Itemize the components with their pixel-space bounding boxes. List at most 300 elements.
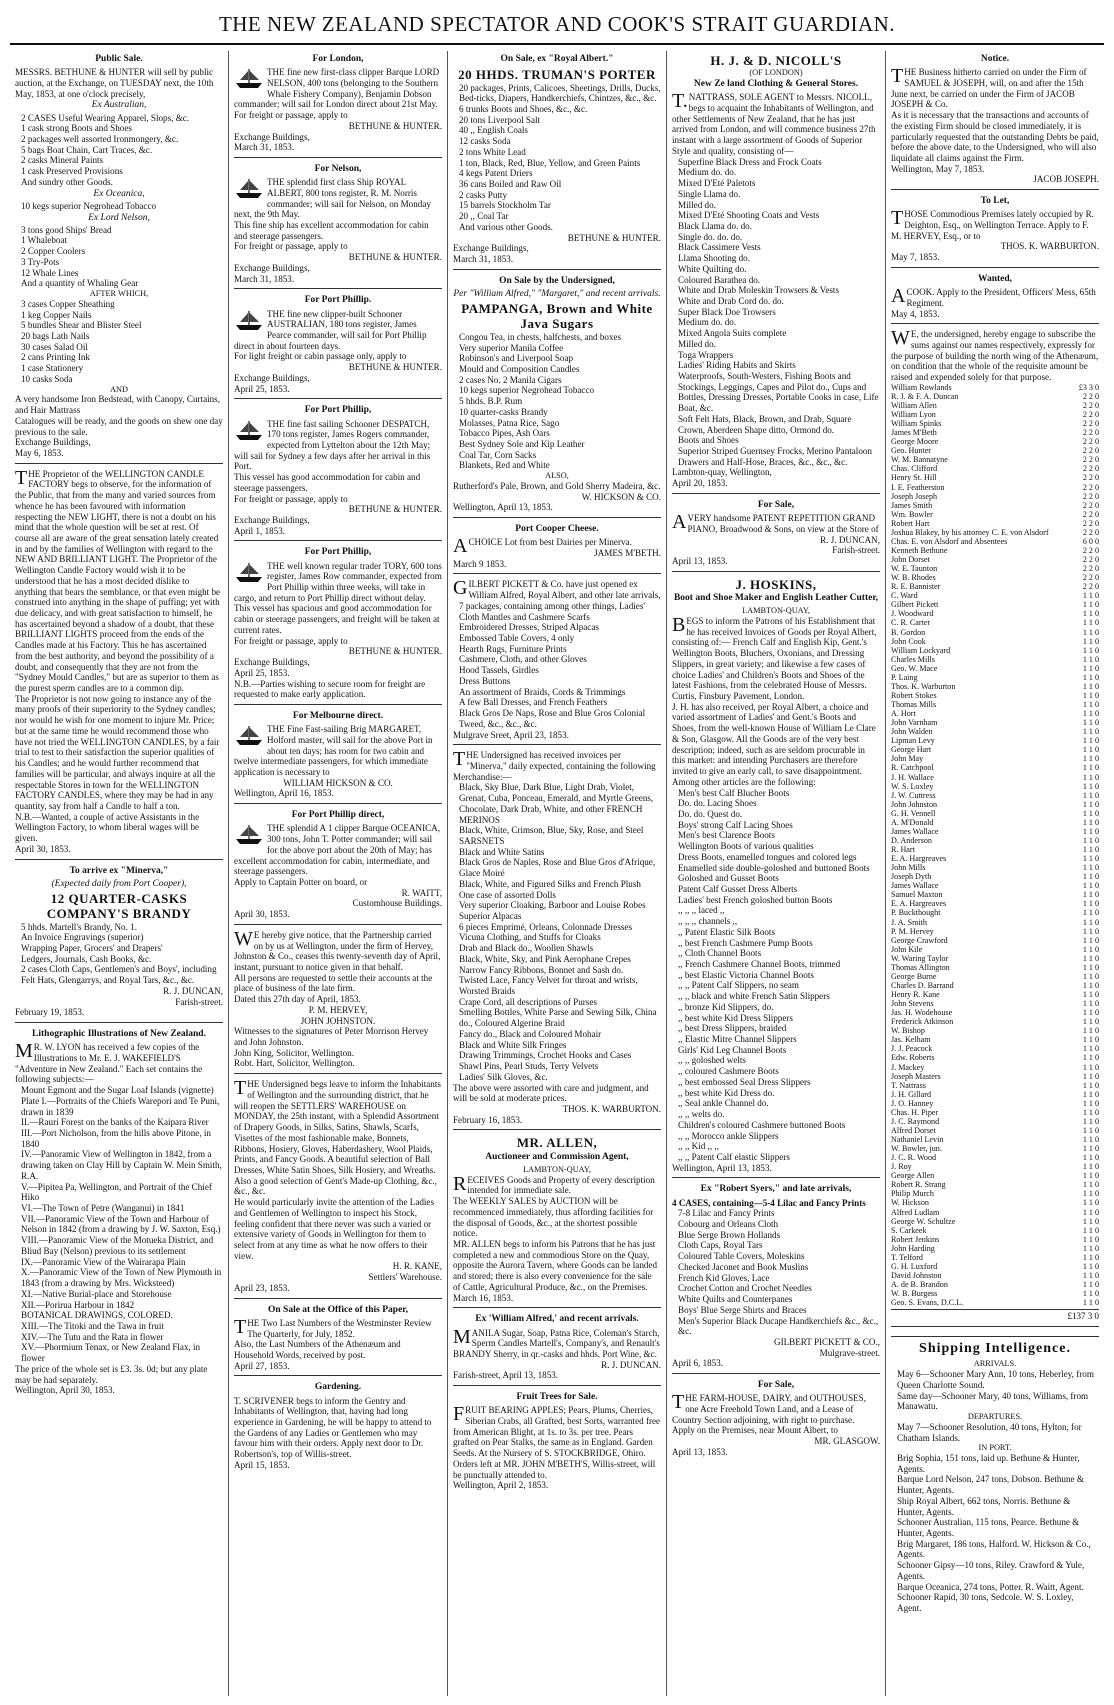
table-row	[891, 1144, 1099, 1153]
ad-piano	[672, 497, 880, 572]
subscription-amount: 1 1 0	[1082, 1035, 1099, 1045]
list-item: ,, Elastic Mitre Channel Slippers	[678, 1034, 797, 1045]
ad-big-line: MR. ALLEN,	[516, 1135, 598, 1151]
subscriber-name: J. A. Smith	[891, 917, 927, 927]
subscriber-name: W. Bishop	[891, 1026, 925, 1036]
list-item: Super Black Doe Trowsers	[678, 306, 776, 317]
ad-date: March 31, 1853.	[234, 142, 295, 153]
subscription-amount: 1 1 0	[1082, 799, 1099, 809]
ad-public-sale	[15, 51, 223, 464]
table-row	[891, 1099, 1099, 1108]
ad-text: T.NATTRASS, SOLE AGENT to Messrs. NICOLL, begs to acquaint the Inhabitants of Wellington, and other Settlements of New Zealand, that he has just arrived from London, and will commence business 27th instant with a large assortment of Goods of Superior Style and quality, consisting of—	[672, 90, 876, 156]
list-item: Barque Lord Nelson, 247 tons, Dobson. Bethune & Hunter, Agents.	[897, 1474, 1084, 1496]
subscription-amount: 2 2 0	[1082, 518, 1099, 528]
subscriber-name: J. Roy	[891, 1162, 912, 1172]
subscription-amount: 1 1 0	[1082, 636, 1099, 646]
ad-text: THE Business hitherto carried on under the Firm of SAMUEL & JOSEPH, will, on and after the 15th June next, be carried on under the Firm of JACOB JOSEPH & Co.	[891, 65, 1087, 110]
subscriber-name: John Cook	[891, 636, 926, 646]
list-item: Robinson's and Liverpool Soap	[459, 353, 574, 364]
list-item: Smelling Bottles, White Parse and Sewing Silk, China do., Coloured Algerine Braid	[459, 1007, 657, 1029]
ad-text: Also, the Last Numbers of the Athenæum and Household Words, received by post.	[234, 1339, 401, 1360]
list-item: 10 kegs superior Negrohead Tobacco	[21, 200, 157, 211]
table-row	[891, 464, 1099, 473]
subscriber-name: George Moore	[891, 437, 939, 447]
ad-heading: Gardening.	[314, 1382, 362, 1393]
list-item: Black Gros de Naples, Rose and Blue Gros d'Afrique, Glace Moiré	[459, 857, 656, 879]
list-item: 12 Whale Lines	[21, 267, 79, 278]
list-item: Coal Tar, Corn Sacks	[459, 449, 537, 460]
subscriber-name: William Allen	[891, 400, 937, 410]
subscriber-name: J. Woodward	[891, 609, 934, 619]
list-item: Crape Cord, all descriptions of Purses	[459, 996, 597, 1007]
subscription-amount: 1 1 0	[1082, 1261, 1099, 1271]
list-item: 7 packages, containing among other things, Ladies' Cloth Mantles and Cashmere Scarfs	[459, 600, 645, 622]
list-item: Men's best Calf Blucher Boots	[678, 787, 790, 798]
table-row	[891, 582, 1099, 591]
item-list	[891, 1453, 1099, 1614]
table-row	[891, 899, 1099, 908]
table-row	[891, 700, 1099, 709]
subscription-amount: 1 1 0	[1082, 980, 1099, 990]
ad-text: RECEIVES Goods and Property of every description intended for immediate sale.	[453, 1172, 655, 1196]
list-item: ,, best Elastic Victoria Channel Boots	[678, 969, 814, 980]
ad-signature: GILBERT PICKETT & CO.,	[774, 1336, 880, 1347]
list-item: Ladies' Silk Gloves, &c.	[459, 1071, 548, 1082]
item-list	[891, 1422, 1099, 1443]
ad-signature: Customhouse Buildings.	[352, 898, 442, 909]
item-list	[15, 922, 223, 986]
list-item: Black Gros De Naps, Rose and Blue Gros Colonial Tweed, &c., &c., &c.	[459, 708, 646, 729]
ad-date: Wellington, April 13, 1853.	[672, 1162, 772, 1173]
subscriber-name: J. C. R. Wood	[891, 1153, 937, 1163]
ad-text: MR. W. LYON has received a few copies of the Illustrations to Mr. E. J. WAKEFIELD'S "Adventure in New Zealand." Each set contains the following subjects:—	[15, 1040, 203, 1085]
list-item: Black, White, Sky, and Pink Aerophane Crepes	[459, 953, 631, 964]
item-list	[15, 1085, 223, 1364]
list-item: Plate I.—Portraits of the Chiefs Warepori and Te Puni, drawn in 1839	[21, 1095, 220, 1117]
subscriber-name: W. S. Loxley	[891, 781, 934, 791]
list-item: Narrow Fancy Ribbons, Bonnet and Sash do.	[459, 964, 624, 975]
ad-heading: Wanted,	[977, 273, 1013, 284]
list-item: XIII.—The Titoki and the Tawa in fruit	[21, 1320, 164, 1331]
subscriber-name: George Burne	[891, 971, 937, 981]
list-item: Do. do. Lacing Shoes	[678, 798, 757, 809]
subscriber-name: J. H. Gillard	[891, 1089, 932, 1099]
table-row	[891, 1208, 1099, 1217]
subscriber-name: G. H. Luxford	[891, 1261, 938, 1271]
subscriber-name: Jas. Kelham	[891, 1035, 931, 1045]
subscription-amount: 2 2 0	[1082, 555, 1099, 565]
table-row	[891, 1081, 1099, 1090]
subscription-amount: 1 1 0	[1082, 1080, 1099, 1090]
subscription-amount: 1 1 0	[1082, 1071, 1099, 1081]
item-list	[15, 299, 223, 385]
ad-heading: Ex "Robert Syers," and late arrivals,	[700, 1184, 852, 1195]
subscription-amount: 1 1 0	[1082, 899, 1099, 909]
table-row	[891, 1017, 1099, 1026]
ad-signature: BETHUNE & HUNTER.	[348, 646, 442, 657]
list-item: May 6—Schooner Mary Ann, 10 tons, Heberley, from Queen Charlotte Sound.	[897, 1369, 1094, 1390]
subscription-amount: 1 1 0	[1082, 1216, 1099, 1226]
list-item: 12 casks Soda	[459, 136, 511, 147]
subscription-amount: £3 3 0	[1078, 382, 1099, 392]
ad-office-sale	[234, 1302, 442, 1377]
list-item: 5 bags Boat Chain, Cart Traces, &c.	[21, 144, 153, 155]
table-row	[891, 1063, 1099, 1072]
subscriber-name: W. B. Burgess	[891, 1289, 938, 1299]
column-4	[667, 51, 886, 1696]
list-item: And various other Goods.	[459, 221, 553, 232]
table-row	[891, 990, 1099, 999]
table-row	[891, 428, 1099, 437]
list-item: ,, Cloth Channel Boots	[678, 948, 762, 959]
subscriber-name: James Wallace	[891, 881, 939, 891]
list-item: Vicuna Clothing, and Stuffs for Cloaks	[459, 932, 601, 943]
ad-lithographs	[15, 1026, 223, 1400]
list-item: Same day—Schooner Mary, 40 tons, Williams, from Manawatu.	[897, 1390, 1089, 1412]
ad-subheading: Ex Australian,	[91, 100, 147, 111]
list-item: Mixed D'Eté Shooting Coats and Vests	[678, 210, 820, 221]
table-row	[891, 1117, 1099, 1126]
list-item: Cloth Caps, Royal Tars	[678, 1240, 763, 1251]
subscription-amount: 1 1 0	[1082, 1207, 1099, 1217]
table-row	[891, 791, 1099, 800]
subscription-amount: 1 1 0	[1082, 944, 1099, 954]
list-item: Black, White, and Figured Silks and French Plush	[459, 878, 641, 889]
list-item: Checked Jaconet and Book Muslins	[678, 1261, 809, 1272]
ad-big-line: 20 HHDS. TRUMAN'S PORTER	[458, 67, 656, 83]
subscriber-name: Kenneth Bethune	[891, 545, 948, 555]
list-item: Barque Oceanica, 274 tons, Potter. R. Waitt, Agent.	[897, 1581, 1084, 1592]
list-item: ,, ,, Patent Calf elastic Slippers	[678, 1151, 790, 1162]
subscriber-name: Chas. Clifford	[891, 464, 938, 474]
subscription-amount: 2 2 0	[1082, 473, 1099, 483]
list-item: Toga Wrappers	[678, 349, 734, 360]
subscriber-name: T. Nattrass	[891, 1080, 926, 1090]
ad-text: For freight or passage, apply to	[234, 110, 348, 121]
ad-subheading: IN PORT.	[978, 1443, 1012, 1453]
subscription-amount: 1 1 0	[1082, 1044, 1099, 1054]
subscription-amount: 2 2 0	[1082, 419, 1099, 429]
subscription-amount: 1 1 0	[1082, 1243, 1099, 1253]
subscription-amount: 1 1 0	[1082, 1270, 1099, 1280]
list-item: 5 hhds. Martell's Brandy, No. 1.	[21, 921, 137, 932]
table-row	[891, 1271, 1099, 1280]
subscriber-name: Alfred Ludlam	[891, 1207, 940, 1217]
ad-heading: On Sale, ex "Royal Albert."	[500, 54, 614, 64]
ad-date: April 20, 1853.	[672, 478, 728, 489]
list-item: Crochet Cotton and Crochet Needles	[678, 1283, 812, 1294]
subscription-amount: 1 1 0	[1082, 1144, 1099, 1154]
subscriber-name: Robert R. Strang	[891, 1180, 946, 1190]
subscriber-name: Philip Murch	[891, 1189, 934, 1199]
table-row	[891, 637, 1099, 646]
item-list	[15, 225, 223, 289]
table-row	[891, 609, 1099, 618]
ad-date: Wellington, April 13, 1853.	[453, 502, 553, 513]
subscriber-name: John Stevens	[891, 999, 934, 1009]
subscription-amount: 2 2 0	[1082, 545, 1099, 555]
table-row	[891, 392, 1099, 401]
subscription-amount: 2 2 0	[1082, 428, 1099, 438]
subscription-amount: 1 1 0	[1082, 1026, 1099, 1036]
ship-icon	[234, 724, 264, 746]
ad-text: THE splendid A 1 clipper Barque OCEANICA, 300 tons, John T. Potter commander; will sail for the above port about the 20th of May; has excellent accommodation for cabin, intermediate, and steerage passengers.	[234, 823, 441, 877]
list-item: Superfine Black Dress and Frock Coats	[678, 156, 822, 167]
table-row	[891, 773, 1099, 782]
list-item: ,, ,, ,, laced ,,	[678, 905, 725, 916]
subscriber-name: Jas. H. Wodehouse	[891, 1008, 953, 1018]
ad-text: ACHOICE Lot from best Dairies per Minerva.	[453, 535, 632, 558]
subscriber-name: Frederick Atkinson	[891, 1017, 954, 1027]
table-row	[891, 709, 1099, 718]
subscriber-name: James Wallace	[891, 826, 939, 836]
list-item: ,, best white Kid Dress do.	[678, 1087, 775, 1098]
subscription-amount: 1 1 0	[1082, 1098, 1099, 1108]
ad-text: The WEEKLY SALES by AUCTION will be recommenced immediately, thus affording facilities for the disposal of Goods, &c., at the shortest possible notice.	[453, 1196, 654, 1239]
subscriber-name: B. Gordon	[891, 627, 926, 637]
masthead: THE NEW ZEALAND SPECTATOR AND COOK'S STRAIT GUARDIAN.	[10, 6, 1104, 45]
subscriber-name: John Mills	[891, 863, 926, 873]
list-item: 2 casks Putty	[459, 189, 507, 200]
list-item: Twisted Lace, Fancy Velvet for throat and wrists, Worsted Braids	[459, 975, 638, 997]
subscription-amount: 1 1 0	[1082, 835, 1099, 845]
table-row	[891, 927, 1099, 936]
ad-robert-syers	[672, 1181, 880, 1374]
list-item: ,, best French Cashmere Pump Boots	[678, 937, 813, 948]
ad-port-cooper-cheese	[453, 521, 661, 574]
ad-text: THE FARM-HOUSE, DAIRY, and OUTHOUSES, one Acre Freehold Town Land, and a Lease of Country Section adjoining, with right to purchase.	[672, 1391, 867, 1425]
subscription-amount: 1 1 0	[1082, 609, 1099, 619]
ad-date: April 27, 1853.	[234, 1360, 290, 1371]
list-item: Ladies' Riding Habits and Skirts	[678, 360, 796, 371]
ad-subheading: AFTER WHICH,	[89, 289, 149, 299]
ad-date: Wellington, April 30, 1853.	[15, 1385, 115, 1396]
subscriber-name: Wm. Bowler	[891, 509, 933, 519]
ad-big-line: PAMPANGA, Brown and White Java Sugars	[461, 301, 653, 332]
subscription-amount: 2 2 0	[1082, 446, 1099, 456]
subscriber-name: James M'Beth	[891, 428, 937, 438]
ad-text: THE Proprietor of the WELLINGTON CANDLE FACTORY begs to observe, for the information of the Public, that from the many and varied sources from whence he has been favoured with information respecting the NEW LIGHT, there is not a doubt on his mind that the whole question will be set at rest. Of course all are aware of the great sensation lately created in and by the families of Wellington with regard to the NEW AND BRILLIANT LIGHT. The Proprietor of the Wellington Candle Factory would wish it to be understood that he has a most decided dislike to anything that bears the semblance, or that even might be construed into anything in the shape of puffing; yet with due delicacy, and with great satisfaction to himself, he has ascertained beyond a shadow of a doubt, that these BRILLIANT LIGHTS proceed from the ends of the Candles made at his Factory. This he has ascertained from the best authority, and beyond the possibility of a doubt, and consequently that they are not from the "Sydney Mould Candles," but are as superior to them as the purest sperm candles are to a common dip.	[15, 466, 221, 694]
list-item: ,, ,, goloshed welts	[678, 1055, 746, 1066]
subscriber-name: Chas. H. Piper	[891, 1107, 939, 1117]
list-item: Wellington Boots of various qualities	[678, 841, 814, 852]
subscription-amount: 1 1 0	[1082, 1252, 1099, 1262]
list-item: 6 trunks Boots and Shoes, &c., &c.	[459, 103, 588, 114]
list-item: ,, bronze Kid Slippers, do.	[678, 1001, 774, 1012]
list-item: Schooner Rapid, 30 tons, Sedcole. W. S. Loxley, Agent.	[897, 1592, 1074, 1614]
ad-mr-allen	[453, 1133, 661, 1308]
table-row	[891, 1244, 1099, 1253]
ad-subheading: (Expected daily from Port Cooper),	[51, 878, 187, 889]
list-item: ,, ,, ,, channels ,,	[678, 916, 738, 927]
ad-signature: R. J. DUNCAN,	[163, 985, 223, 996]
subscriber-name: Alfred Dorset	[891, 1125, 936, 1135]
subscription-amount: 2 2 0	[1082, 527, 1099, 537]
table-row	[891, 1053, 1099, 1062]
subscription-amount: 1 1 0	[1082, 999, 1099, 1009]
ad-date: April 23, 1853.	[234, 1282, 290, 1293]
subscriber-name: John Johnston	[891, 799, 938, 809]
ad-place: LAMBTON-QUAY,	[742, 606, 810, 616]
list-item: Drab and Black do., Woollen Shawls	[459, 943, 594, 954]
subscriber-name: W. Waring Taylor	[891, 953, 949, 963]
subscription-amount: 1 1 0	[1082, 808, 1099, 818]
list-item: Single Llama do.	[678, 188, 741, 199]
list-item: A few Ball Dresses, and French Feathers	[459, 697, 608, 708]
list-item: An Invoice Engravings (superior)	[21, 932, 144, 943]
ad-subheading: ARRIVALS.	[973, 1359, 1017, 1369]
subscriber-name: George Crawford	[891, 935, 948, 945]
table-row	[891, 546, 1099, 555]
list-item: 2 CASES Useful Wearing Apparel, Slops, &c.	[21, 112, 190, 123]
list-item: Men's Superior Black Ducape Handkerchiefs &c., &c., &c.	[678, 1315, 879, 1337]
subscription-amount: 1 1 0	[1082, 935, 1099, 945]
ad-place: Lambton-quay, Wellington,	[672, 467, 772, 478]
subscriber-name: Joseph Masters	[891, 1071, 941, 1081]
list-item: Black, White, Crimson, Blue, Sky, Rose, and Steel SARSNETS	[459, 825, 644, 846]
ad-text: For freight or passage, apply to	[234, 493, 348, 504]
table-row	[891, 691, 1099, 700]
ad-fruit-trees	[453, 1389, 661, 1495]
list-item: Black Llama do. do.	[678, 220, 752, 231]
subscription-amount: 1 1 0	[1082, 600, 1099, 610]
list-item: Embroidered Dresses, Striped Alpacas	[459, 622, 599, 633]
ad-royal-albert-sale	[453, 51, 661, 270]
ad-date: February 16, 1853.	[453, 1114, 523, 1125]
list-item: 1 ton, Black, Red, Blue, Yellow, and Green Paints	[459, 157, 641, 168]
subscriber-name: William Lockyard	[891, 645, 951, 655]
ship-icon	[234, 419, 264, 441]
table-row	[891, 1171, 1099, 1180]
ad-signature: R. J. DUNCAN,	[820, 534, 880, 545]
ad-subheading: DEPARTURES.	[967, 1412, 1023, 1422]
ad-signature: BETHUNE & HUNTER.	[348, 120, 442, 131]
list-item: ,, best embossed Seal Dress Slippers	[678, 1076, 811, 1087]
subscriber-name: R. E. Bannister	[891, 582, 941, 592]
subscriber-name: W. B. Rhodes	[891, 573, 936, 583]
subscriber-name: William Rowlands	[891, 382, 952, 392]
subscriber-name: P. Buckthought	[891, 908, 941, 918]
ad-signature: BETHUNE & HUNTER.	[567, 232, 661, 243]
list-item: ,, ,, welts do.	[678, 1109, 725, 1120]
ad-text: The Proprietor is not now going to instance any of the many proofs of their superiority to the Sydney candles; nor would he wish for one moment to injure Mr. Price; but at the same time he would recommend those who have not tried the WELLINGTON CANDLES, by a fair trial to test to their satisfaction the superior qualities of his Candles; and he would further recommend that families will be particular, and always inquire at all the respectable Stores in town for the WELLINGTON FACTORY CANDLES, where they may be had in any quantity, say from half a Candle to half a ton.	[15, 693, 220, 811]
list-item: Congou Tea, in chests, halfchests, and boxes	[459, 331, 622, 342]
subscriber-name: A. de B. Brandon	[891, 1280, 948, 1290]
list-item: 2 packages well assorted Ironmongery, &c.	[21, 134, 179, 144]
list-item: Mould and Composition Candles	[459, 363, 580, 374]
table-row	[891, 881, 1099, 890]
subscriber-name: Joseph Dyth	[891, 872, 932, 882]
ad-text: He would particularly invite the attention of the Ladies and Gentlemen of Wellington to inspect his Stock, feeling confident that there never was such a varied or extensive variety of Goods in Wellington for them to select from at any time as what he now offers to their view.	[234, 1197, 435, 1261]
subscriber-name: J. O. Hanney	[891, 1098, 934, 1108]
ad-heading: For Port Phillip,	[304, 405, 372, 416]
list-item: ,, coloured Cashmere Boots	[678, 1066, 779, 1077]
subscription-amount: 1 1 0	[1082, 772, 1099, 782]
ad-signature: Farish-street.	[832, 545, 880, 556]
ad-heading: To arrive ex "Minerva,"	[69, 865, 169, 876]
table-row	[891, 664, 1099, 673]
subscription-amount: 1 1 0	[1082, 990, 1099, 1000]
ad-signature: H. R. KANE,	[392, 1261, 442, 1272]
item-list	[453, 332, 661, 471]
subscription-amount: 1 1 0	[1082, 1171, 1099, 1181]
list-item: Children's coloured Cashmere buttoned Boots	[678, 1119, 846, 1130]
ad-signature: JACOB JOSEPH.	[1033, 174, 1099, 185]
subscription-amount: 2 2 0	[1082, 482, 1099, 492]
subscriber-name: Charles D. Barrand	[891, 980, 954, 990]
table-row	[891, 908, 1099, 917]
subscription-amount: 2 2 0	[1082, 573, 1099, 583]
table-row	[891, 1280, 1099, 1289]
ad-minerva	[15, 863, 223, 1024]
list-item: Ledgers, Journals, Cash Books, &c.	[21, 953, 152, 964]
ad-heading: Port Cooper Cheese.	[515, 524, 599, 535]
subscriber-name: Henry R. Kane	[891, 990, 940, 1000]
ad-heading: For Sale,	[757, 1380, 795, 1391]
table-row	[891, 972, 1099, 981]
list-item: Black Cassimere Vests	[678, 242, 761, 253]
subscriber-name: J. H. Wallace	[891, 772, 934, 782]
table-row	[891, 673, 1099, 682]
subscriber-name: Chas. E. von Alsdorf and Absentees	[891, 536, 1008, 546]
ad-signature: BETHUNE & HUNTER.	[348, 504, 442, 515]
ad-text: Apply on the Premises, near Mount Albert, to	[672, 1425, 838, 1436]
subscription-amount: 1 1 0	[1082, 690, 1099, 700]
subscription-amount: 1 1 0	[1082, 1017, 1099, 1027]
list-item: One case of assorted Dolls	[459, 889, 556, 900]
subscriber-name: Robert Hart	[891, 518, 930, 528]
ad-date: May 7, 1853.	[891, 252, 940, 263]
table-row	[891, 745, 1099, 754]
list-item: Medium do. do.	[678, 167, 737, 178]
list-item: Coloured Barathea do.	[678, 274, 761, 285]
list-item: 10 casks Soda	[21, 373, 73, 384]
ad-text: The above were assorted with care and judgment, and will be sold at moderate prices.	[453, 1082, 649, 1104]
ad-text: This vessel has spacious and good accommodation for cabin or steerage passengers, and freight will be taken at current rates.	[234, 603, 440, 635]
ad-text: AVERY handsome PATENT REPETITION GRAND PIANO, Broadwood & Sons, on view at the Store of	[672, 511, 879, 534]
subscription-amount: 1 1 0	[1082, 854, 1099, 864]
subscriber-name: P. Laing	[891, 672, 918, 682]
item-list	[15, 201, 223, 212]
subscriber-name: John Varnham	[891, 718, 938, 728]
list-item: Shawl Pins, Pearl Studs, Terry Velvets	[459, 1061, 599, 1072]
list-item: 20 ,, Coal Tar	[459, 211, 509, 222]
ad-signature: W. HICKSON & CO.	[581, 491, 661, 502]
ad-text: Apply to Captain Potter on board, or	[234, 876, 368, 887]
ad-signature: THOS. K. WARBURTON.	[562, 1103, 661, 1114]
subscriber-name: John Dorset	[891, 555, 930, 565]
column-2	[229, 51, 448, 1696]
table-row	[891, 410, 1099, 419]
subscriber-name: R. Hart	[891, 845, 915, 855]
list-item: Very superior Cloaking, Barboor and Louise Robes	[459, 900, 646, 911]
list-item: Cobourg and Orleans Cloth	[678, 1219, 779, 1230]
ad-text: ACOOK. Apply to the President, Officers' Mess, 65th Regiment.	[891, 285, 1096, 308]
ad-date: April 25, 1853.	[234, 383, 290, 394]
ad-heading: Lithographic Illustrations of New Zealand.	[32, 1029, 206, 1040]
ad-text: Witnesses to the signatures of Peter Morrison Hervey and John Johnston.	[234, 1026, 429, 1048]
list-item: ,, best Dress Slippers, braided	[678, 1023, 787, 1034]
table-row	[891, 1135, 1099, 1144]
list-item: Dress Buttons	[459, 675, 511, 686]
ad-text: For freight or passage, apply to	[234, 635, 348, 646]
table-row	[891, 528, 1099, 537]
list-item: Superior Striped Guernsey Frocks, Merino Pantaloon Drawers and Half-Hose, Braces, &c., &c., &c.	[678, 446, 872, 467]
list-item: II.—Rauri Forest on the banks of the Kaipara River	[21, 1117, 209, 1128]
subscription-amount: 1 1 0	[1082, 700, 1099, 710]
list-item: 1 Whaleboat	[21, 235, 68, 246]
ad-big-line: 12 QUARTER-CASKS COMPANY'S BRANDY	[46, 890, 192, 922]
